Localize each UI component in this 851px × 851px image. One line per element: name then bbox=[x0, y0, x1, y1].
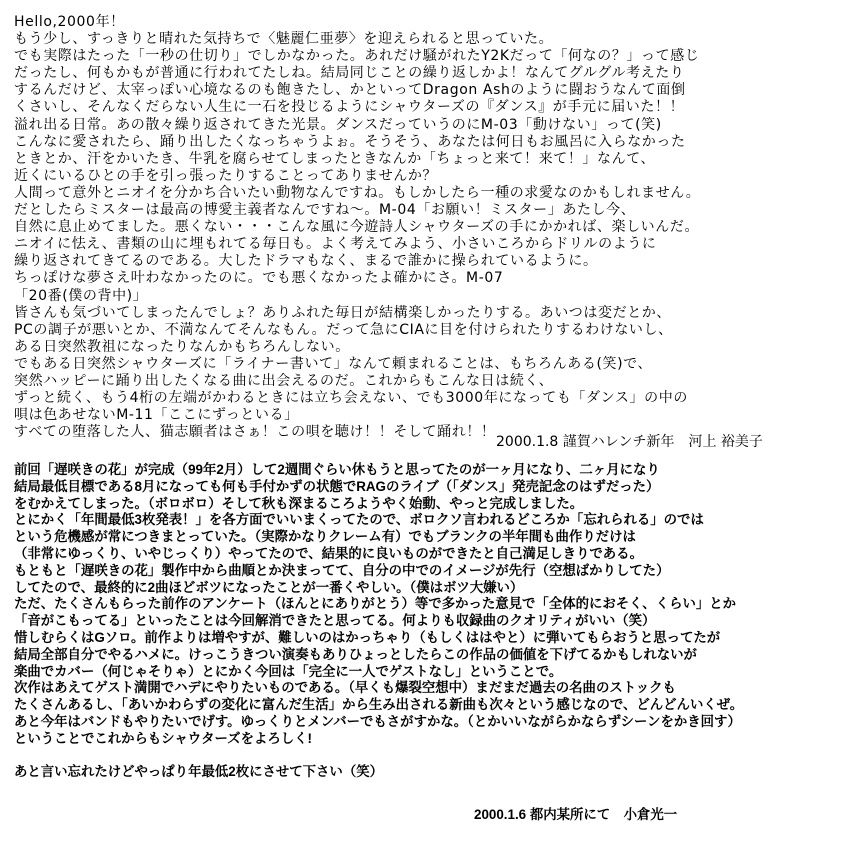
text-line: 突然ハッピーに踊り出したくなる曲に出会えるのだ。これからもこんな日は続く、 bbox=[14, 372, 554, 389]
text-line: くさいし、そんなくだらない人生に一石を投じるようにシャウターズの『ダンス』が手元に届いた！！ bbox=[14, 99, 685, 116]
text-line: ニオイに怯え、書類の山に埋もれてる毎日も。よく考えてみよう、小さいころからドリルのように bbox=[14, 236, 657, 253]
text-line: 溢れ出る日常。あの散々繰り返されてきた光景。ダンスだっていうのにM-03「動けない」って(笑) bbox=[14, 116, 662, 133]
text-line: ときとか、汗をかいたき、牛乳を腐らせてしまったときなんか「ちょっと来て！来て！」なんて、 bbox=[14, 150, 656, 167]
text-line: 「音がこもってる」といったことは今回解消できたと思ってる。何よりも収録曲のクオリティがいい（笑） bbox=[14, 613, 656, 629]
text-line: でも実際はたった「一秒の仕切り」でしかなかった。あれだけ騒がれたY2Kだって「何なの？」って感じ bbox=[14, 48, 700, 65]
text-line: あと言い忘れたけどやっぱり年最低2枚にさせて下さい（笑） bbox=[14, 764, 383, 780]
signature-kawakami: 2000.1.8 謹賀ハレンチ新年 河上 裕美子 bbox=[496, 434, 763, 450]
text-line: という危機感が常につきまとっていた。（実際かなりクレーム有）でもブランクの半年間も曲作りだけは bbox=[14, 529, 636, 545]
text-line: こんなに愛されたら、踊り出したくなっちゃうよぉ。そうそう、あなたは何日もお風呂に入らなかった bbox=[14, 133, 686, 150]
text-line: ちっぽけな夢さえ叶わなかったのに。でも悪くなかったよ確かにさ。M-07 bbox=[14, 270, 504, 287]
text-line: ある日突然教祖になったりなんかもちろんしない。 bbox=[14, 338, 350, 355]
text-line: （非常にゆっくり、いやじっくり）やってたので、結果的に良いものができたと自己満足しきりである。 bbox=[14, 545, 643, 561]
text-line: 惜しむらくはGソロ。前作よりは増やすが、難しいのはかっちゃり（もしくははやと）に弾いてもらおうと思ってたが bbox=[14, 629, 721, 645]
text-line: 唄は色あせないM-11「ここにずっといる」 bbox=[14, 407, 299, 424]
text-line: 楽曲でカバー（何じゃそりゃ）とにかく今回は「完全に一人でゲストなし」ということで。 bbox=[14, 663, 563, 679]
text-line: たくさんあるし、「あいかわらずの変化に富んだ生活」から生み出される新曲も次々という感じなので、どんどんいくぜ。 bbox=[14, 697, 744, 713]
text-line: 近くにいるひとの手を引っ張ったりすることってありませんか？ bbox=[14, 167, 438, 184]
message-ogura bbox=[14, 462, 844, 781]
text-line: 皆さんも気づいてしまったんでしょ？ありふれた毎日が結構楽しかったりする。あいつは変だとか、 bbox=[14, 304, 671, 321]
text-line: Hello,2000年！ bbox=[14, 14, 125, 30]
text-line: だとしたらミスターは最高の博愛主義者なんですね～。M-04「お願い！ミスター」あたし今、 bbox=[14, 202, 636, 219]
text-line: してたので、最終的に2曲ほどボツになったことが一番くやしい。（僕はボツ大嫌い） bbox=[14, 579, 524, 595]
text-line: 結局全部自分でやるハメに。けっこうきつい演奏もありひょっとしたらこの作品の価値を下げてるかもしれないが bbox=[14, 646, 697, 662]
text-line: 次作はあえてゲスト満開でハデにやりたいものである。（早くも爆裂空想中）まだまだ過去の名曲のストックも bbox=[14, 680, 676, 696]
text-line: とにかく「年間最低3枚発表！」を各方面でいいまくってたので、ボロクソ言われるどころか「忘れられる」のでは bbox=[14, 512, 704, 528]
text-line: 人間って意外とニオイを分かち合いたい動物なんですね。もしかしたら一種の求愛なのかもしれません。 bbox=[14, 184, 701, 201]
text-line: だったし、何もかもが普通に行われてたしね。結局同じことの繰り返しかよ！なんてグルグル考えたり bbox=[14, 65, 685, 82]
text-line: PCの調子が悪いとか、不満なんてそんなもん。だって急にCIAに目を付けられたりするわけないし、 bbox=[14, 321, 673, 338]
text-line: もう少し、すっきりと晴れた気持ちで〈魅麗仁亜夢〉を迎えられると思っていた。 bbox=[14, 31, 554, 48]
text-line: ただ、たくさんもらった前作のアンケート（ほんとにありがとう）等で多かった意見で「全体的におそく、くらい」とか bbox=[14, 596, 737, 612]
text-line: でもある日突然シャウターズに「ライナー書いて」なんて頼まれることは、もちろんある(笑)で、 bbox=[14, 355, 653, 372]
message-kawakami bbox=[14, 14, 844, 441]
text-line: もともと「遅咲きの花」製作中から曲順とか決まってて、自分の中でのイメージが先行（空想ばかりしてた） bbox=[14, 562, 670, 578]
signature-ogura: 2000.1.6 都内某所にて 小倉光一 bbox=[474, 807, 678, 822]
text-line: するんだけど、太宰っぽい心境なるのも飽きたし、かといってDragon Ashのように闘おうなんて面倒 bbox=[14, 82, 686, 99]
text-line: をむかえてしまった。（ボロボロ）そして秋も深まるころようやく始動、やっと完成しました。 bbox=[14, 495, 584, 511]
blank-line bbox=[14, 748, 844, 765]
text-line: あと今年はバンドもやりたいでげす。ゆっくりとメンバーでもさがすかな。（とかいいながらかならずシーンをかき回す） bbox=[14, 713, 741, 729]
text-line: 繰り返されてきてるのである。大したドラマもなく、まるで誰かに操られているように。 bbox=[14, 253, 598, 270]
text-line: 自然に息止めてました。悪くない・・・こんな風に今遊詩人シャウターズの手にかかれば、楽しいんだ。 bbox=[14, 219, 700, 236]
text-line: すべての堕落した人、猫志願者はさぁ！この唄を聴け！！そして踊れ！！ bbox=[14, 424, 496, 441]
text-line: 前回「遅咲きの花」が完成（99年2月）して2週間ぐらい休もうと思ってたのが一ヶ月になり、二ヶ月になり bbox=[14, 462, 660, 477]
text-line: 結局最低目標である8月になっても何も手付かずの状態でRAGのライブ（「ダンス」発売記念のはずだった） bbox=[14, 478, 660, 494]
text-line: ということでこれからもシャウターズをよろしく! bbox=[14, 730, 312, 746]
text-line: 「20番(僕の背中)」 bbox=[14, 287, 148, 304]
text-line: ずっと続く、もう4桁の左端がかわるときには立ち会えない、でも3000年になっても「ダンス」の中の bbox=[14, 390, 688, 407]
